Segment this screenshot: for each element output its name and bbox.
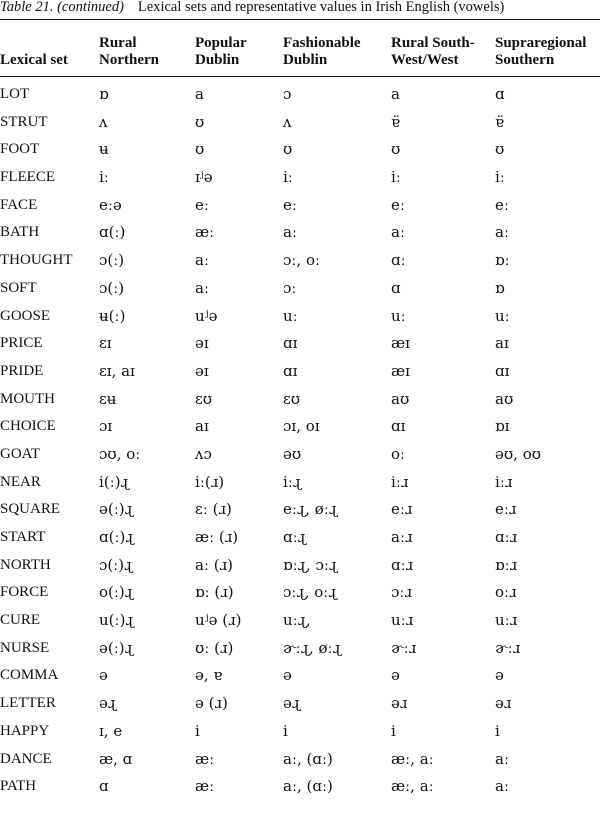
value-cell: ʌ xyxy=(99,112,108,131)
table-row xyxy=(0,497,600,525)
value-cell: i xyxy=(195,721,200,740)
table-caption xyxy=(0,0,600,16)
table-row xyxy=(0,663,600,691)
value-cell: iː xyxy=(99,168,109,187)
value-cell: æː, aː xyxy=(391,749,434,768)
value-cell: ɑːɻ xyxy=(283,528,306,546)
value-cell: aːɹ xyxy=(391,528,413,546)
lexical-set-cell: FACE xyxy=(0,196,38,213)
value-cell: ɔːɹ xyxy=(391,583,412,602)
value-cell: əɹ xyxy=(391,694,408,713)
value-cell: aː xyxy=(195,278,209,297)
value-cell: oːɹ xyxy=(495,583,517,602)
lexical-set-cell: GOAT xyxy=(0,445,40,462)
table-row xyxy=(0,331,600,359)
value-cell: i xyxy=(391,721,396,740)
value-cell: ə xyxy=(495,666,504,685)
table-row xyxy=(0,608,600,636)
table-row xyxy=(0,691,600,719)
value-cell: ə(ː)ɻ xyxy=(99,638,133,657)
value-cell: aː xyxy=(495,223,509,242)
value-cell: ɑ xyxy=(495,85,505,103)
value-cell: ʊ xyxy=(391,140,401,159)
value-cell: uː xyxy=(495,306,510,325)
lexical-set-cell: CHOICE xyxy=(0,418,56,435)
table-row xyxy=(0,525,600,553)
table-row xyxy=(0,110,600,138)
lexical-set-cell: COMMA xyxy=(0,667,59,684)
value-cell: ɔ(ː) xyxy=(99,278,125,297)
lexical-set-cell: SOFT xyxy=(0,279,37,296)
value-cell: eːɹ xyxy=(391,500,413,519)
value-cell: ɒː xyxy=(495,251,510,270)
value-cell: i xyxy=(283,721,288,740)
value-cell: eː xyxy=(195,195,209,214)
value-cell: iːɻ xyxy=(283,472,302,491)
value-cell: aɪ xyxy=(195,417,209,436)
value-cell: əʊ xyxy=(283,444,302,463)
lexical-set-cell: FORCE xyxy=(0,584,49,601)
value-cell: aː (ɹ) xyxy=(195,555,233,574)
lexical-set-cell: BATH xyxy=(0,224,40,241)
table-body xyxy=(0,82,600,802)
value-cell: ɛʊ xyxy=(283,389,301,408)
lexical-set-cell: PATH xyxy=(0,778,37,795)
table-row xyxy=(0,636,600,664)
value-cell: ʊː (ɹ) xyxy=(195,638,234,657)
value-cell: a xyxy=(391,85,400,103)
value-cell: eːə xyxy=(99,195,122,214)
value-cell: u(ː)ɻ xyxy=(99,611,134,630)
header-rural-southwest-west: Rural South- West/West xyxy=(391,35,475,68)
value-cell: a xyxy=(195,85,204,103)
value-cell: ɔː xyxy=(283,278,297,297)
caption-title: Lexical sets and representative values in Irish English (vowels) xyxy=(137,0,505,15)
value-cell: ɚːɹ xyxy=(391,638,417,657)
header-supraregional-southern: Supraregional Southern xyxy=(495,35,587,68)
value-cell: aː, (ɑː) xyxy=(283,749,333,768)
lexical-set-cell: LETTER xyxy=(0,695,56,712)
value-cell: əɻ xyxy=(99,694,117,713)
value-cell: ɔ xyxy=(283,85,292,103)
value-cell: ɛʉ xyxy=(99,389,117,408)
value-cell: ɪ, e xyxy=(99,721,123,740)
value-cell: iː xyxy=(391,168,401,187)
value-cell: ɛɪ xyxy=(99,334,112,353)
value-cell: eːɻ, øːɻ xyxy=(283,500,338,519)
lexical-set-cell: MOUTH xyxy=(0,390,55,407)
value-cell: ɚːɻ, øːɻ xyxy=(283,638,341,657)
value-cell: ɑɪ xyxy=(495,361,510,380)
value-cell: aː xyxy=(495,749,509,768)
caption-lead: Table 21. (continued) xyxy=(0,0,124,15)
value-cell: ɒːɹ xyxy=(495,555,518,574)
table-row xyxy=(0,387,600,415)
value-cell: uʲə xyxy=(195,306,218,325)
value-cell: uːɻ, xyxy=(283,611,311,630)
lexical-set-cell: CURE xyxy=(0,612,41,629)
value-cell: əɹ xyxy=(495,694,512,713)
value-cell: ə (ɹ) xyxy=(195,694,228,713)
value-cell: ɒ xyxy=(99,85,109,103)
value-cell: eː xyxy=(283,195,297,214)
value-cell: ə, ɐ xyxy=(195,666,223,685)
value-cell: ʌ xyxy=(283,112,292,131)
value-cell: aʊ xyxy=(391,389,410,408)
value-cell: ɑːɹ xyxy=(391,555,414,574)
value-cell: ʌɔ xyxy=(195,444,212,463)
value-cell: ə xyxy=(283,666,292,685)
table-row xyxy=(0,442,600,470)
value-cell: ʉ(ː) xyxy=(99,306,126,325)
lexical-set-cell: THOUGHT xyxy=(0,252,73,269)
table-row xyxy=(0,165,600,193)
value-cell: aː xyxy=(283,223,297,242)
table-row xyxy=(0,220,600,248)
value-cell: ə xyxy=(99,666,108,685)
table-row xyxy=(0,747,600,775)
value-cell: aʊ xyxy=(495,389,514,408)
value-cell: æː (ɹ) xyxy=(195,528,239,546)
value-cell: aː xyxy=(495,777,509,796)
lexical-set-cell: STRUT xyxy=(0,113,48,130)
table-row xyxy=(0,414,600,442)
value-cell: aː xyxy=(195,251,209,270)
value-cell: uʲə (ɹ) xyxy=(195,611,242,630)
value-cell: æɪ xyxy=(391,361,410,380)
value-cell: ɒɪ xyxy=(495,417,510,436)
value-cell: ɑɪ xyxy=(283,334,298,353)
value-cell: ɛɪ, aɪ xyxy=(99,361,135,380)
table-row xyxy=(0,580,600,608)
value-cell: ɒːɻ, ɔːɻ xyxy=(283,555,338,574)
value-cell: əʊ, oʊ xyxy=(495,444,542,463)
value-cell: ɑɪ xyxy=(283,361,298,380)
value-cell: eːɹ xyxy=(495,500,517,519)
value-cell: ɑ xyxy=(99,777,109,796)
table-row xyxy=(0,276,600,304)
header-fashionable-dublin: Fashionable Dublin xyxy=(283,35,361,68)
value-cell: æː xyxy=(195,223,215,242)
value-cell: i xyxy=(495,721,500,740)
value-cell: ɪʲə xyxy=(195,168,213,187)
value-cell: ə xyxy=(391,666,400,685)
value-cell: uːɹ xyxy=(495,611,518,630)
value-cell: ʊ xyxy=(283,140,293,159)
value-cell: aɪ xyxy=(495,334,509,353)
table-row xyxy=(0,137,600,165)
value-cell: ʊ xyxy=(195,140,205,159)
table-row xyxy=(0,248,600,276)
value-cell: ɑ xyxy=(391,278,401,297)
value-cell: uː xyxy=(283,306,298,325)
lexical-set-cell: GOOSE xyxy=(0,307,51,324)
top-rule xyxy=(0,19,600,20)
value-cell: æɪ xyxy=(391,334,410,353)
lexical-set-cell: PRIDE xyxy=(0,362,44,379)
table-row xyxy=(0,774,600,802)
lexical-set-cell: NEAR xyxy=(0,473,41,490)
value-cell: aː, (ɑː) xyxy=(283,777,333,796)
value-cell: i(ː)ɻ xyxy=(99,472,129,491)
value-cell: ʊ xyxy=(195,112,205,131)
value-cell: oː xyxy=(391,444,406,463)
value-cell: ɔ(ː)ɻ xyxy=(99,555,133,574)
value-cell: ɛː (ɹ) xyxy=(195,500,232,519)
value-cell: ɑ(ː) xyxy=(99,223,126,242)
header-popular-dublin: Popular Dublin xyxy=(195,35,247,68)
value-cell: ɔɪ, oɪ xyxy=(283,417,320,436)
value-cell: ɔːɻ, oːɻ xyxy=(283,583,337,602)
value-cell: ɐ̈ xyxy=(391,112,400,131)
value-cell: iː xyxy=(283,168,293,187)
lexical-set-cell: NORTH xyxy=(0,556,51,573)
lexical-set-cell: SQUARE xyxy=(0,501,61,518)
table-row xyxy=(0,470,600,498)
lexical-set-cell: FOOT xyxy=(0,141,40,158)
value-cell: ɔɪ xyxy=(99,417,113,436)
value-cell: ʊ xyxy=(495,140,505,159)
value-cell: ɒ xyxy=(495,278,505,297)
value-cell: æ, ɑ xyxy=(99,749,133,768)
value-cell: ɒː (ɹ) xyxy=(195,583,234,602)
value-cell: uː xyxy=(391,306,406,325)
value-cell: ɔ(ː) xyxy=(99,251,125,270)
lexical-set-cell: PRICE xyxy=(0,335,43,352)
value-cell: iːɹ xyxy=(391,472,409,491)
value-cell: ɔʊ, oː xyxy=(99,444,141,463)
header-lexical-set: Lexical set xyxy=(0,52,68,68)
lexical-set-cell: NURSE xyxy=(0,639,50,656)
value-cell: əɪ xyxy=(195,334,209,353)
value-cell: uːɹ xyxy=(391,611,414,630)
lexical-set-cell: LOT xyxy=(0,86,30,102)
value-cell: eː xyxy=(391,195,405,214)
value-cell: əɪ xyxy=(195,361,209,380)
value-cell: æː xyxy=(195,777,215,796)
value-cell: o(ː)ɻ xyxy=(99,583,134,602)
lexical-set-cell: DANCE xyxy=(0,750,52,767)
table-row xyxy=(0,193,600,221)
table-row xyxy=(0,553,600,581)
value-cell: ɛʊ xyxy=(195,389,213,408)
table-row xyxy=(0,82,600,110)
value-cell: ə(ː)ɻ xyxy=(99,500,133,519)
table-row xyxy=(0,359,600,387)
lexical-set-cell: START xyxy=(0,529,46,545)
value-cell: ɔː, oː xyxy=(283,251,321,270)
value-cell: ʉ xyxy=(99,140,109,159)
value-cell: iː(ɹ) xyxy=(195,472,225,491)
value-cell: ɑːɹ xyxy=(495,528,518,546)
value-cell: ɑ(ː)ɻ xyxy=(99,528,134,546)
value-cell: iːɹ xyxy=(495,472,513,491)
value-cell: æː, aː xyxy=(391,777,434,796)
value-cell: aː xyxy=(391,223,405,242)
lexical-set-cell: FLEECE xyxy=(0,169,55,186)
lexical-set-cell: HAPPY xyxy=(0,722,50,739)
header-rule xyxy=(0,76,600,77)
value-cell: ɚːɹ xyxy=(495,638,521,657)
value-cell: ɑɪ xyxy=(391,417,406,436)
header-rural-northern: Rural Northern xyxy=(99,35,159,68)
value-cell: eː xyxy=(495,195,509,214)
value-cell: ɑː xyxy=(391,251,406,270)
table-row xyxy=(0,719,600,747)
value-cell: ɐ̈ xyxy=(495,112,504,131)
value-cell: æː xyxy=(195,749,215,768)
value-cell: əɻ xyxy=(283,694,301,713)
value-cell: iː xyxy=(495,168,505,187)
table-row xyxy=(0,304,600,332)
